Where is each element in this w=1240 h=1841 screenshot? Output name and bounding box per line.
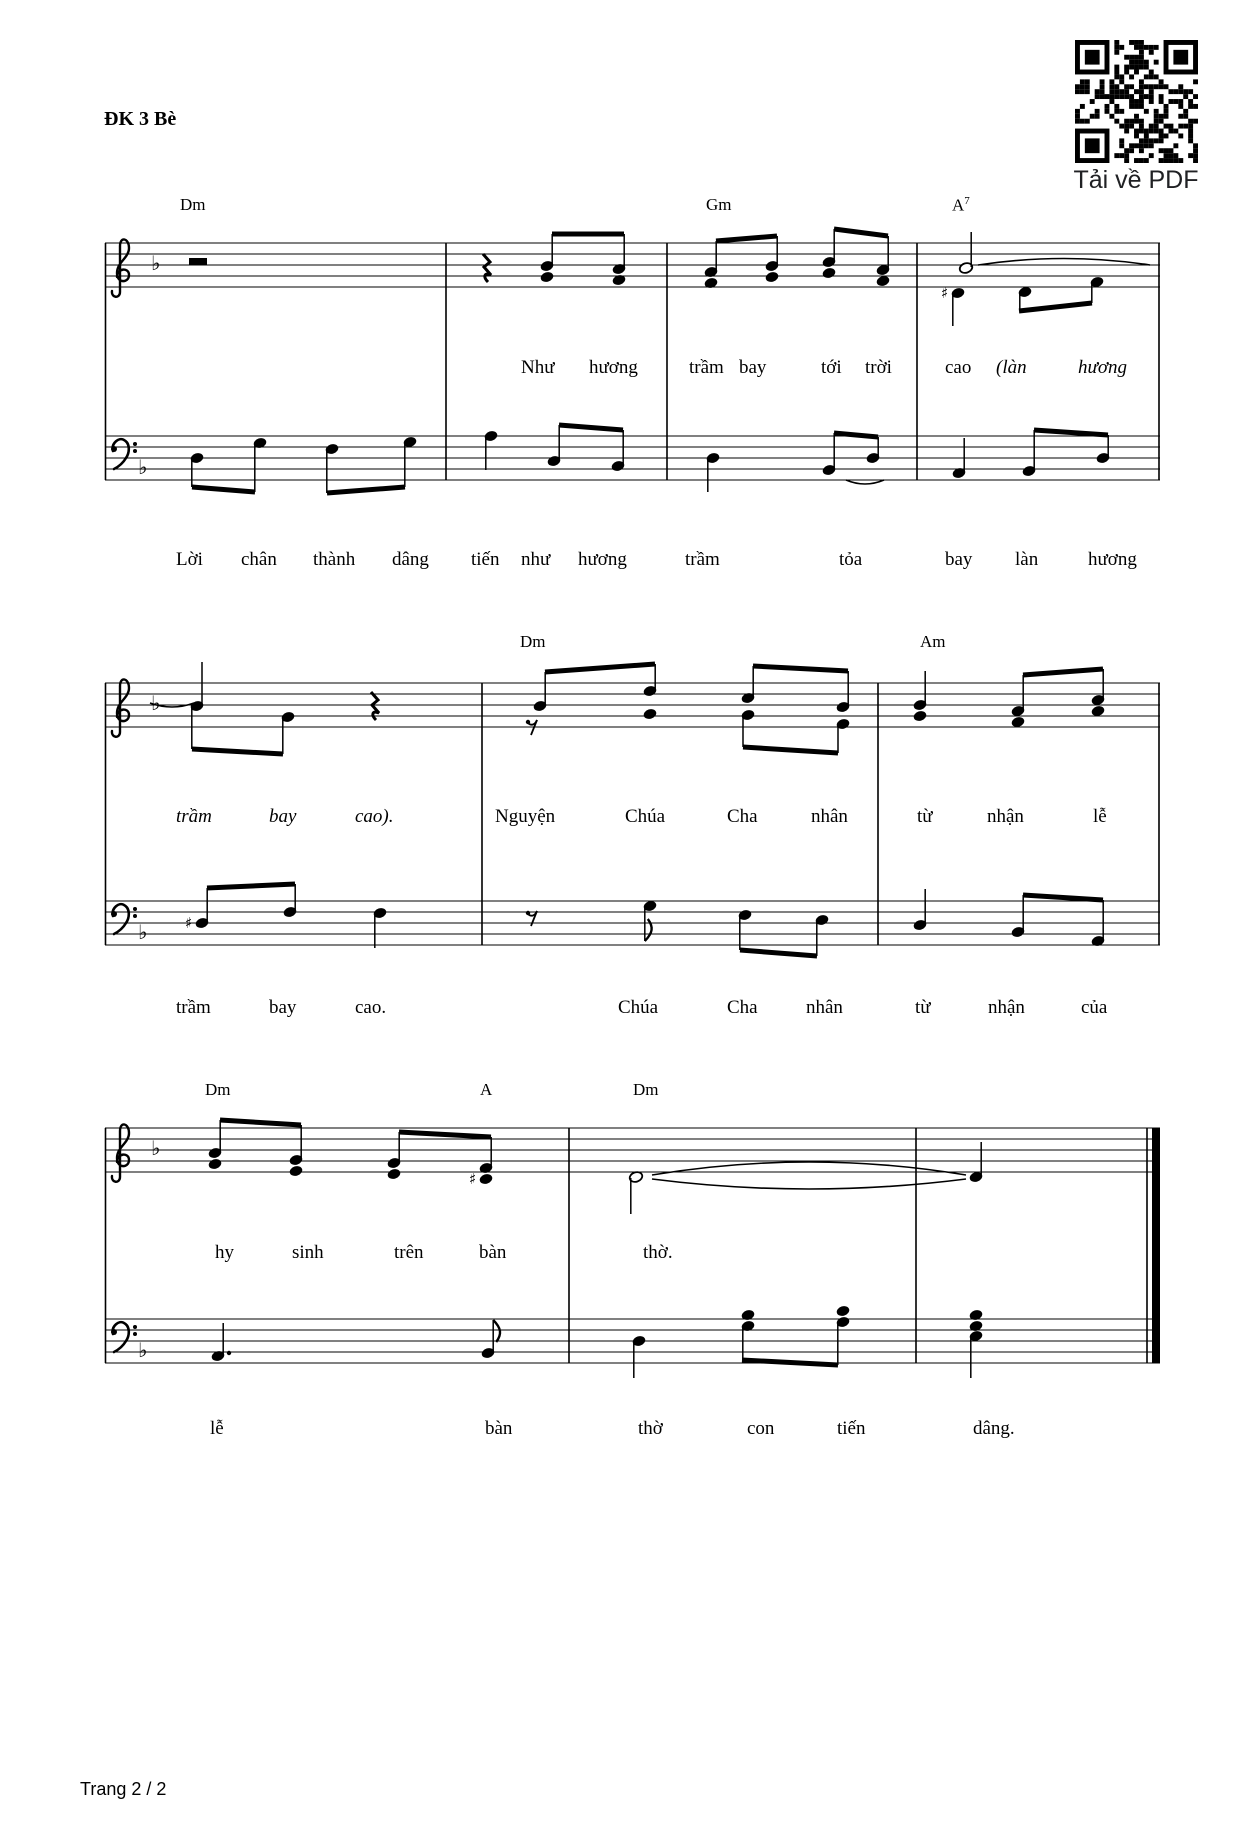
chord-symbol: Am bbox=[920, 632, 946, 651]
treble-staff bbox=[105, 1120, 1160, 1214]
page-number: Trang 2 / 2 bbox=[80, 1779, 167, 1799]
svg-text:♯: ♯ bbox=[469, 1170, 477, 1188]
lyric-word: bay bbox=[269, 997, 297, 1018]
lyric-word: bay bbox=[739, 357, 767, 378]
lyric-word: nhân bbox=[806, 997, 843, 1018]
lyric-word: làn bbox=[1015, 549, 1039, 570]
svg-text:♯: ♯ bbox=[941, 284, 949, 302]
lyric-word: thờ bbox=[638, 1418, 663, 1439]
treble-staff bbox=[105, 662, 1160, 754]
lyric-word: bàn bbox=[485, 1418, 513, 1439]
svg-text:♭: ♭ bbox=[151, 251, 161, 275]
lyric-word: của bbox=[1081, 997, 1108, 1018]
lyric-word: trầm bbox=[689, 357, 724, 378]
svg-text:♭: ♭ bbox=[138, 1338, 148, 1362]
lyric-word: lễ bbox=[210, 1418, 224, 1439]
lyric-word: dâng bbox=[392, 549, 429, 570]
lyric-word: trầm bbox=[176, 997, 211, 1018]
lyric-word: cao. bbox=[355, 997, 387, 1018]
page-title: ĐK 3 Bè bbox=[104, 108, 177, 130]
lyric-word: Lời bbox=[176, 549, 203, 570]
bass-staff bbox=[105, 1305, 1160, 1378]
lyric-word: cao bbox=[945, 357, 972, 378]
lyric-word: hy bbox=[215, 1242, 234, 1263]
lyric-word: chân bbox=[241, 549, 277, 570]
lyric-word: hương bbox=[1078, 357, 1128, 378]
lyric-word: cao). bbox=[355, 806, 394, 827]
lyric-word: tiến bbox=[471, 549, 500, 570]
lyric-word: từ bbox=[915, 997, 931, 1018]
lyric-word: bàn bbox=[479, 1242, 507, 1263]
lyric-word: con bbox=[747, 1418, 775, 1439]
lyric-word: trầm bbox=[176, 806, 212, 827]
chord-symbol: A bbox=[480, 1080, 493, 1099]
lyric-word: sinh bbox=[292, 1242, 324, 1263]
lyric-word: thờ. bbox=[643, 1242, 673, 1263]
lyric-word: Nguyện bbox=[495, 806, 556, 827]
chord-symbol: $A^7$ bbox=[952, 195, 970, 215]
lyric-word: Cha bbox=[727, 997, 758, 1018]
chord-symbol: Dm bbox=[633, 1080, 659, 1099]
lyric-word: Như bbox=[521, 357, 555, 378]
chord-symbol: Gm bbox=[706, 195, 732, 214]
lyric-word: trên bbox=[394, 1242, 424, 1263]
lyric-word: trời bbox=[865, 357, 892, 378]
lyric-word: Chúa bbox=[618, 997, 659, 1018]
lyric-word: hương bbox=[589, 357, 638, 378]
svg-text:♭: ♭ bbox=[138, 455, 148, 479]
lyric-word: tỏa bbox=[839, 549, 863, 570]
lyric-word: hương bbox=[578, 549, 627, 570]
svg-text:♭: ♭ bbox=[138, 920, 148, 944]
lyric-word: Cha bbox=[727, 806, 758, 827]
lyric-word: dâng. bbox=[973, 1418, 1015, 1439]
bass-staff bbox=[105, 884, 1160, 956]
lyric-word: bay bbox=[945, 549, 973, 570]
svg-text:♭: ♭ bbox=[151, 691, 161, 715]
lyric-word: lễ bbox=[1093, 806, 1107, 827]
chord-symbol: Dm bbox=[180, 195, 206, 214]
lyric-word: hương bbox=[1088, 549, 1137, 570]
lyric-word: Chúa bbox=[625, 806, 666, 827]
lyric-word: từ bbox=[917, 806, 933, 827]
treble-staff bbox=[105, 229, 1160, 326]
lyric-word: nhân bbox=[811, 806, 848, 827]
lyric-word: như bbox=[521, 549, 551, 570]
lyric-word: thành bbox=[313, 549, 356, 570]
bass-staff bbox=[105, 425, 1160, 493]
lyric-word: trầm bbox=[685, 549, 720, 570]
lyric-word: nhận bbox=[988, 997, 1025, 1018]
svg-text:♯: ♯ bbox=[185, 914, 193, 932]
lyric-word: bay bbox=[269, 806, 297, 827]
lyric-word: tiến bbox=[837, 1418, 866, 1439]
chord-symbol: Dm bbox=[205, 1080, 231, 1099]
lyric-word: (làn bbox=[996, 357, 1027, 378]
lyric-word: tới bbox=[821, 357, 842, 378]
chord-symbol: Dm bbox=[520, 632, 546, 651]
lyric-word: nhận bbox=[987, 806, 1024, 827]
system-3 bbox=[105, 1120, 1160, 1378]
svg-text:♭: ♭ bbox=[151, 1136, 161, 1160]
download-pdf-label: Tải về PDF bbox=[1073, 166, 1199, 194]
